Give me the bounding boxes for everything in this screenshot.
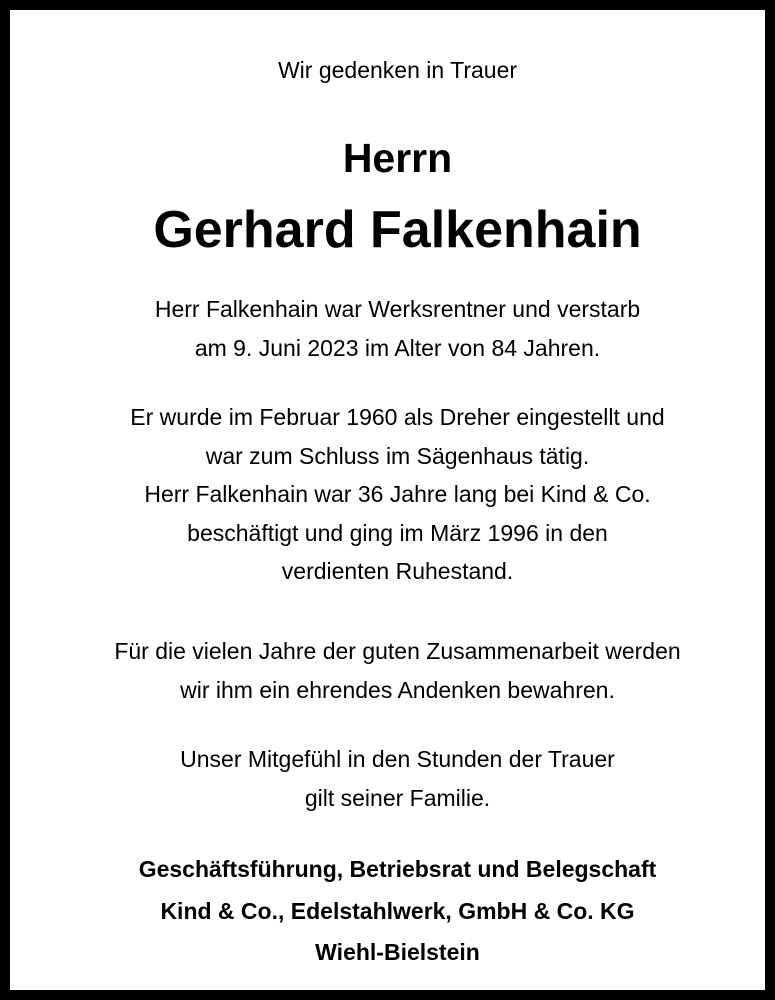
text-line: Für die vielen Jahre der guten Zusammenarbeit werden [114, 638, 681, 664]
paragraph-condolence [20, 740, 775, 817]
signature-line: Geschäftsführung, Betriebsrat und Belegschaft [138, 856, 657, 882]
text-line: gilt seiner Familie. [304, 784, 491, 811]
deceased-name: Gerhard Falkenhain [153, 201, 642, 259]
text-line: verdienten Ruhestand. [281, 558, 514, 584]
salutation: Herrn [342, 135, 453, 181]
signature-line: Kind & Co., Edelstahlwerk, GmbH & Co. KG [160, 897, 635, 924]
paragraph-career [20, 398, 775, 591]
signature-block [20, 849, 775, 974]
signature-line: Wiehl-Bielstein [315, 939, 480, 965]
paragraph-retirement [20, 290, 775, 367]
text-line: am 9. Juni 2023 im Alter von 84 Jahren. [194, 334, 601, 361]
text-line: Herr Falkenhain war 36 Jahre lang bei Kind & Co. [144, 481, 651, 507]
text-line: beschäftigt und ging im März 1996 in den [187, 519, 608, 546]
text-line: Er wurde im Februar 1960 als Dreher eingestellt und [130, 404, 665, 430]
text-line: Unser Mitgefühl in den Stunden der Trauer [180, 746, 615, 772]
text-line: wir ihm ein ehrendes Andenken bewahren. [180, 676, 615, 703]
paragraph-remembrance [20, 632, 775, 709]
intro-line: Wir gedenken in Trauer [277, 57, 518, 83]
text-line: war zum Schluss im Sägenhaus tätig. [205, 442, 590, 469]
text-line: Herr Falkenhain war Werksrentner und verstarb [154, 296, 641, 322]
